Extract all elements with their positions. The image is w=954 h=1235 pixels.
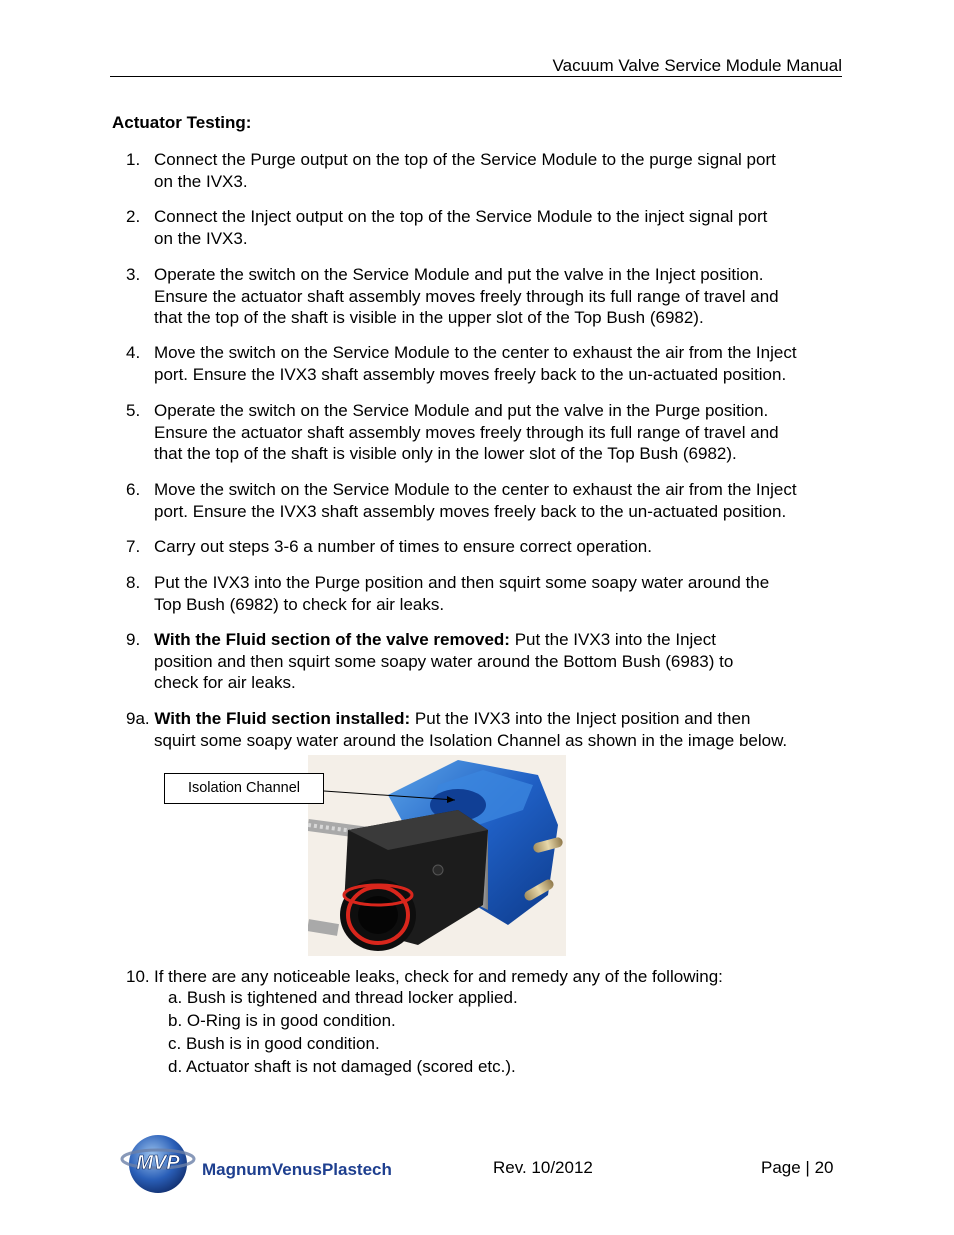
- list-item: c. Bush is in good condition.: [168, 1034, 380, 1053]
- manual-title: Vacuum Valve Service Module Manual: [552, 56, 842, 75]
- page-number: Page | 20: [761, 1158, 834, 1177]
- svg-text:MVP: MVP: [136, 1152, 180, 1174]
- revision-date: Rev. 10/2012: [493, 1158, 593, 1177]
- leak-remedy-list: [168, 986, 518, 1078]
- svg-text:MagnumVenusPlastech: MagnumVenusPlastech: [202, 1160, 392, 1179]
- company-logo: [120, 1133, 410, 1195]
- valve-illustration: [308, 755, 566, 956]
- isolation-channel-callout: Isolation Channel: [164, 773, 324, 804]
- list-item: d. Actuator shaft is not damaged (scored etc.).: [168, 1057, 516, 1076]
- mvp-logo-icon: [120, 1133, 410, 1195]
- list-item: b. O-Ring is in good condition.: [168, 1011, 396, 1030]
- list-item: a. Bush is tightened and thread locker applied.: [168, 988, 518, 1007]
- header-divider: [110, 76, 842, 77]
- section-heading: Actuator Testing:: [112, 113, 252, 132]
- valve-photo: [308, 755, 566, 956]
